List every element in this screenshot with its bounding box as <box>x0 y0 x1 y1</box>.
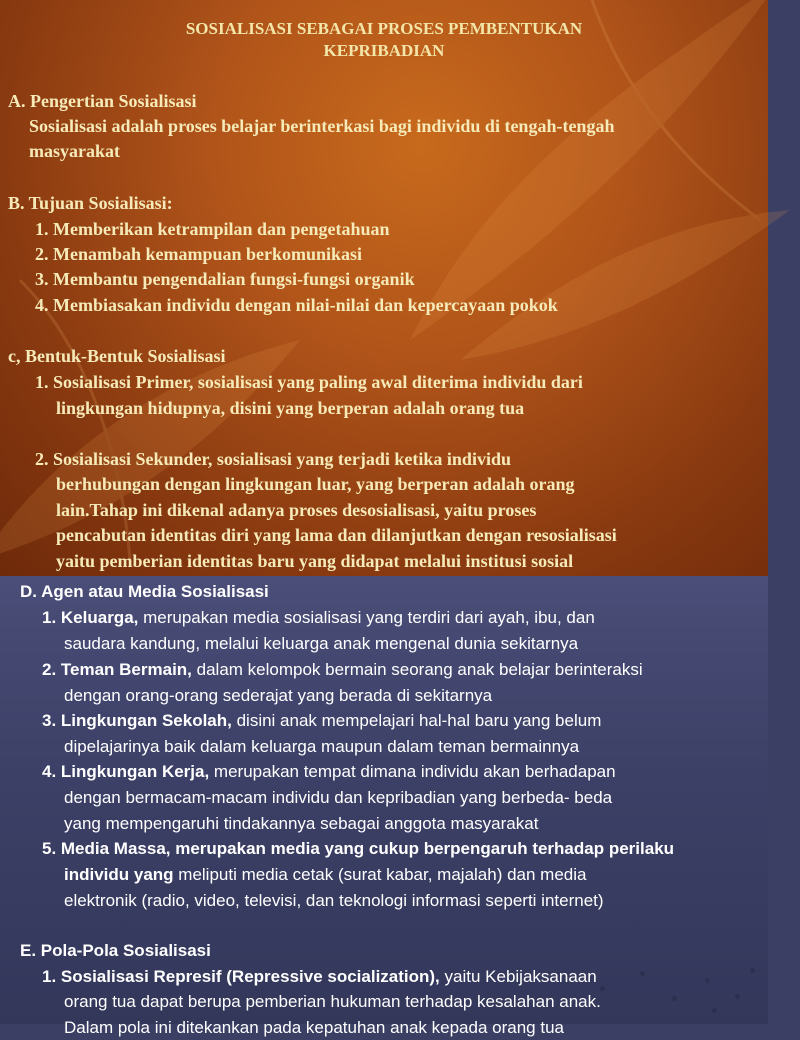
list-item: 1. Sosialisasi Primer, sosialisasi yang paling awal diterima individu dari <box>35 372 583 392</box>
item-term: 4. Lingkungan Kerja, <box>42 762 210 781</box>
list-item <box>42 605 595 630</box>
item-text: meliputi media cetak (surat kabar, majalah) dan media <box>173 865 587 884</box>
item-text: disini anak mempelajari hal-hal baru yang belum <box>231 711 602 730</box>
dot-decoration <box>672 996 677 1001</box>
section-d-heading: D. Agen atau Media Sosialisasi <box>20 582 269 601</box>
slide-bottom <box>0 576 768 1037</box>
list-item-continuation: elektronik (radio, video, televisi, dan teknologi informasi seperti internet) <box>64 891 604 910</box>
dot-decoration <box>735 994 740 999</box>
section-a-heading: A. Pengertian Sosialisasi <box>8 91 197 111</box>
list-item-continuation: pencabutan identitas diri yang lama dan dilanjutkan dengan resosialisasi <box>56 525 617 545</box>
item-term: 1. Sosialisasi Represif (Repressive socialization), <box>42 967 440 986</box>
list-item: 4. Membiasakan individu dengan nilai-nilai dan kepercayaan pokok <box>35 295 558 315</box>
list-item <box>42 657 643 682</box>
section-c-heading: c, Bentuk-Bentuk Sosialisasi <box>8 346 226 366</box>
item-text: yaitu Kebijaksanaan <box>439 967 597 986</box>
list-item-continuation: dengan bermacam-macam individu dan kepribadian yang berbeda- beda <box>64 788 613 807</box>
slide-title-line: SOSIALISASI SEBAGAI PROSES PEMBENTUKAN <box>185 19 583 38</box>
list-item <box>42 759 616 784</box>
list-item: 5. Media Massa, merupakan media yang cukup berpengaruh terhadap perilaku <box>42 839 675 858</box>
slide-title-line: KEPRIBADIAN <box>323 41 445 60</box>
list-item-continuation: yang mempengaruhi tindakannya sebagai anggota masyarakat <box>64 814 539 833</box>
list-item-continuation: yaitu pemberian identitas baru yang didapat melalui institusi sosial <box>56 551 574 571</box>
list-item: 3. Membantu pengendalian fungsi-fungsi organik <box>35 269 415 289</box>
list-item-continuation: dengan orang-orang sederajat yang berada di sekitarnya <box>64 686 493 705</box>
section-a-text: Sosialisasi adalah proses belajar berinterkasi bagi individu di tengah-tengah <box>29 116 615 136</box>
item-term: 3. Lingkungan Sekolah, <box>42 711 232 730</box>
list-item: 1. Memberikan ketrampilan dan pengetahuan <box>35 219 390 239</box>
list-item-continuation: berhubungan dengan lingkungan luar, yang berperan adalah orang <box>56 474 575 494</box>
list-item-continuation: lain.Tahap ini dikenal adanya proses desosialisasi, yaitu proses <box>56 500 537 520</box>
dot-decoration <box>712 1008 717 1013</box>
item-term: 1. Keluarga, <box>42 608 139 627</box>
list-item-continuation: saudara kandung, melalui keluarga anak mengenal dunia sekitarnya <box>64 634 579 653</box>
list-item-continuation <box>64 862 587 887</box>
list-item-continuation: orang tua dapat berupa pemberian hukuman terhadap kesalahan anak. <box>64 992 601 1011</box>
section-e-heading: E. Pola-Pola Sosialisasi <box>20 941 211 960</box>
list-item-continuation: Dalam pola ini ditekankan pada kepatuhan anak kepada orang tua <box>64 1018 564 1037</box>
list-item-continuation: lingkungan hidupnya, disini yang berperan adalah orang tua <box>56 398 525 418</box>
item-term: 2. Teman Bermain, <box>42 660 192 679</box>
list-item <box>42 964 597 989</box>
section-b-heading: B. Tujuan Sosialisasi: <box>8 193 173 213</box>
list-item <box>42 708 601 733</box>
slide-title <box>0 18 768 62</box>
item-term: individu yang <box>64 865 174 884</box>
item-text: merupakan tempat dimana individu akan berhadapan <box>209 762 616 781</box>
list-item: 2. Sosialisasi Sekunder, sosialisasi yang terjadi ketika individu <box>35 449 511 469</box>
dot-decoration <box>750 968 755 973</box>
dot-decoration <box>640 971 645 976</box>
item-text: merupakan media sosialisasi yang terdiri dari ayah, ibu, dan <box>138 608 595 627</box>
item-text: dalam kelompok bermain seorang anak belajar berinteraksi <box>191 660 643 679</box>
list-item-continuation: dipelajarinya baik dalam keluarga maupun dalam teman bermainnya <box>64 737 580 756</box>
list-item: 2. Menambah kemampuan berkomunikasi <box>35 244 363 264</box>
dot-decoration <box>705 978 710 983</box>
section-a-text: masyarakat <box>29 141 120 161</box>
